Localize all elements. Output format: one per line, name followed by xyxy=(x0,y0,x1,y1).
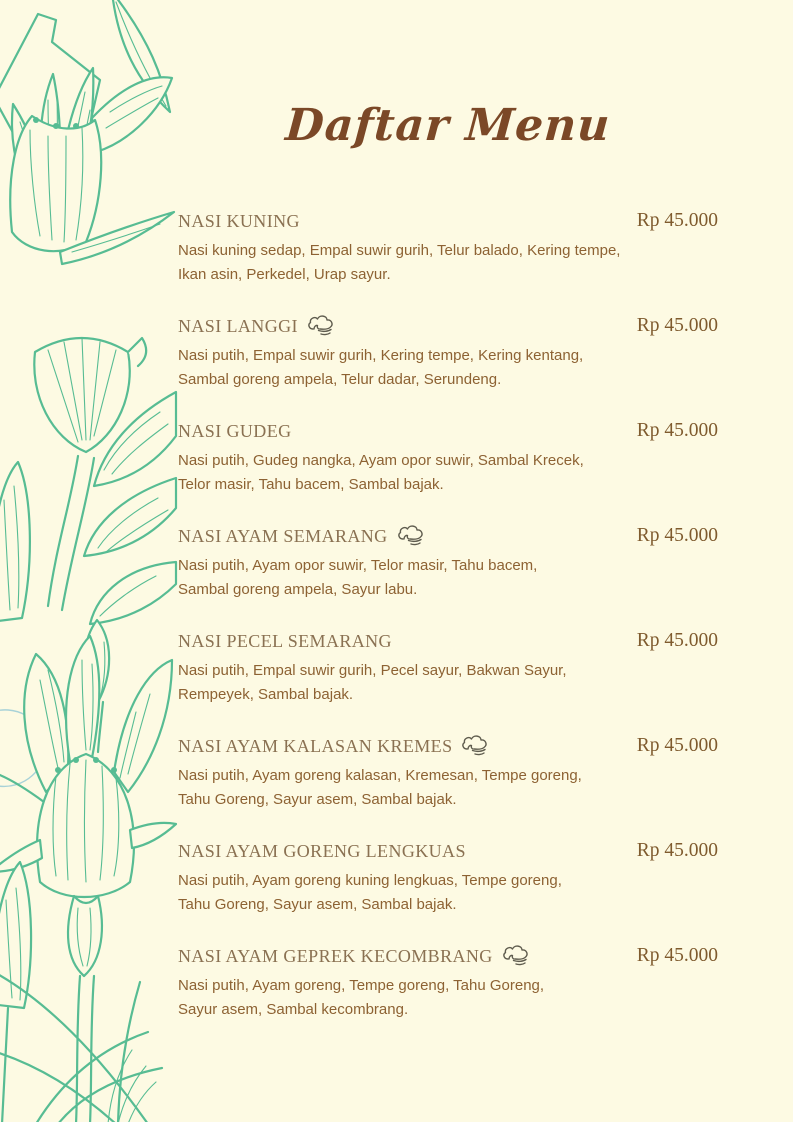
menu-item-description xyxy=(178,449,718,497)
menu-item xyxy=(178,627,718,707)
menu-item-description xyxy=(178,554,718,602)
menu-item-description-line: Nasi putih, Empal suwir gurih, Kering tempe, Kering kentang, xyxy=(178,347,584,364)
menu-item-description-line: Nasi putih, Ayam goreng kalasan, Kremesan, Tempe goreng, xyxy=(178,767,582,784)
menu-item xyxy=(178,522,718,602)
menu-item-description-line: Nasi kuning sedap, Empal suwir gurih, Telur balado, Kering tempe, xyxy=(178,242,621,259)
menu-item-price: Rp 45.000 xyxy=(636,210,718,231)
menu-item-price: Rp 45.000 xyxy=(636,420,718,441)
menu-item-description-line: Rempeyek, Sambal bajak. xyxy=(178,686,354,703)
menu-item-name: NASI AYAM GEPREK KECOMBRANG xyxy=(178,945,493,966)
menu-item-header xyxy=(178,732,718,760)
menu-item-description-line: Nasi putih, Gudeg nangka, Ayam opor suwir, Sambal Krecek, xyxy=(178,452,584,469)
menu-item-header xyxy=(178,627,718,655)
menu-item-description-line: Ikan asin, Perkedel, Urap sayur. xyxy=(178,266,391,283)
chef-hat-icon xyxy=(460,734,492,758)
menu-item xyxy=(178,207,718,287)
menu-item-description-line: Sambal goreng ampela, Sayur labu. xyxy=(178,581,418,598)
menu-item-description-line: Nasi putih, Empal suwir gurih, Pecel sayur, Bakwan Sayur, xyxy=(178,662,567,679)
menu-item-description-line: Tahu Goreng, Sayur asem, Sambal bajak. xyxy=(178,791,457,808)
menu-item-description xyxy=(178,344,718,392)
menu-item-header xyxy=(178,522,718,550)
menu-item-description xyxy=(178,659,718,707)
menu-item-description xyxy=(178,239,718,287)
menu-item-header xyxy=(178,312,718,340)
menu-item-price: Rp 45.000 xyxy=(636,735,718,756)
menu-list xyxy=(178,207,718,1022)
menu-item-description xyxy=(178,974,718,1022)
menu-item-price: Rp 45.000 xyxy=(636,840,718,861)
menu-item xyxy=(178,942,718,1022)
menu-item xyxy=(178,312,718,392)
menu-item xyxy=(178,732,718,812)
menu-item-header xyxy=(178,942,718,970)
menu-item-name: NASI KUNING xyxy=(178,210,300,231)
menu-item-price: Rp 45.000 xyxy=(636,945,718,966)
chef-hat-icon xyxy=(501,944,533,968)
menu-item-description-line: Telor masir, Tahu bacem, Sambal bajak. xyxy=(178,476,444,493)
page-title: Daftar Menu xyxy=(283,100,613,151)
menu-item-description-line: Nasi putih, Ayam goreng kuning lengkuas, Tempe goreng, xyxy=(178,872,562,889)
menu-item-name: NASI LANGGI xyxy=(178,315,298,336)
menu-item-header xyxy=(178,837,718,865)
menu-item-description-line: Sambal goreng ampela, Telur dadar, Serundeng. xyxy=(178,371,502,388)
menu-item-description-line: Sayur asem, Sambal kecombrang. xyxy=(178,1001,409,1018)
lotus-flowers-artwork xyxy=(0,0,178,1122)
menu-item-name: NASI AYAM GORENG LENGKUAS xyxy=(178,840,466,861)
menu-item-name: NASI AYAM KALASAN KREMES xyxy=(178,735,453,756)
menu-item-price: Rp 45.000 xyxy=(636,525,718,546)
chef-hat-icon xyxy=(306,314,338,338)
menu-item xyxy=(178,417,718,497)
menu-item-name: NASI GUDEG xyxy=(178,420,292,441)
menu-item-description-line: Tahu Goreng, Sayur asem, Sambal bajak. xyxy=(178,896,457,913)
menu-item-name: NASI AYAM SEMARANG xyxy=(178,525,388,546)
menu-item-price: Rp 45.000 xyxy=(636,630,718,651)
chef-hat-icon xyxy=(396,524,428,548)
menu-content xyxy=(178,0,718,1122)
menu-item-description-line: Nasi putih, Ayam opor suwir, Telor masir, Tahu bacem, xyxy=(178,557,538,574)
menu-item-header xyxy=(178,417,718,445)
menu-item-description xyxy=(178,869,718,917)
menu-item-name: NASI PECEL SEMARANG xyxy=(178,630,392,651)
menu-item xyxy=(178,837,718,917)
menu-item-description xyxy=(178,764,718,812)
menu-item-description-line: Nasi putih, Ayam goreng, Tempe goreng, Tahu Goreng, xyxy=(178,977,545,994)
menu-item-price: Rp 45.000 xyxy=(636,315,718,336)
menu-item-header xyxy=(178,207,718,235)
